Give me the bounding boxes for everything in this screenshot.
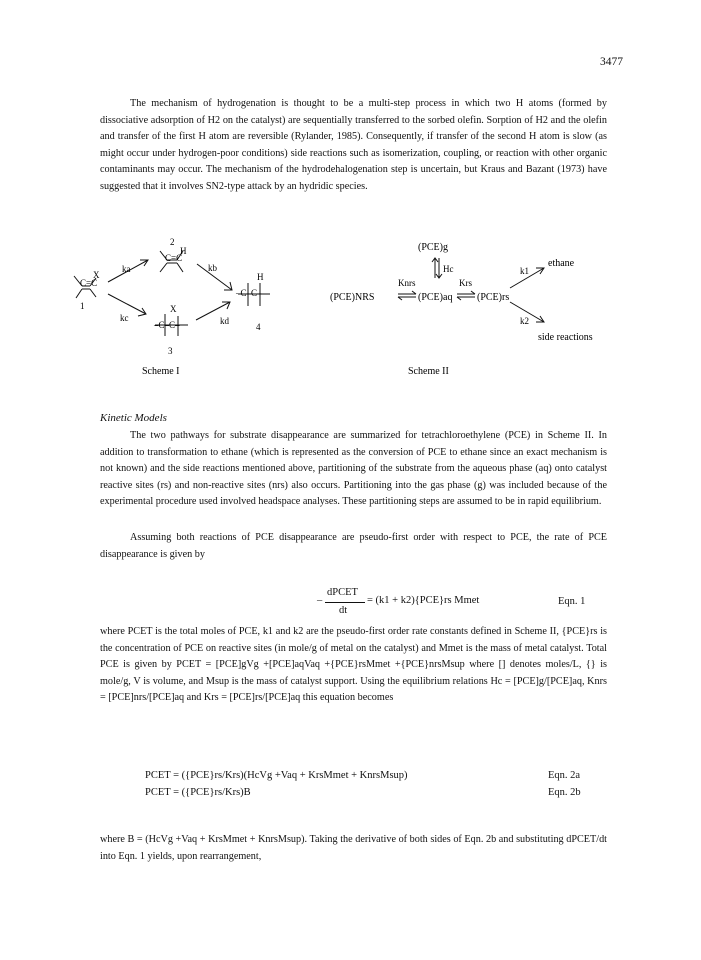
scheme1-kb-label: kb [208,263,217,273]
scheme1-h4-label: H [257,272,264,282]
scheme1-molecule4: –C–C– [236,288,262,298]
scheme1-x-label: X [93,270,100,280]
scheme1-x3-label: X [170,304,177,314]
paragraph-derivative: where B = (HcVg +Vaq + KrsMmet + KnrsMsup). Taking the derivative of both sides of Eqn. 2b and substituting dPCET/dt into Eqn. 1 yields, upon rearrangement, [100,834,607,862]
scheme2-side-reactions-label: side reactions [538,332,593,343]
eqn1-numerator: dPCET [327,587,358,598]
scheme2-caption: Scheme II [408,366,449,377]
scheme1-ka-label: ka [122,264,131,274]
scheme2-k2-label: k2 [520,316,529,326]
eqn2b-label: Eqn. 2b [548,787,581,798]
scheme1-label-1: 1 [80,301,85,311]
scheme1-h-label: H [180,246,187,256]
scheme2-pce-aq: (PCE)aq [418,292,453,303]
eqn1-label: Eqn. 1 [558,596,586,607]
scheme2-krs-label: Krs [459,278,472,288]
scheme2-pce-nrs: (PCE)NRS [330,292,375,303]
equation-2b: PCET = ({PCE}rs/Krs)B [145,787,251,798]
scheme2-pce-gas: (PCE)g [418,242,448,253]
scheme2-k1-label: k1 [520,266,529,276]
eqn1-rhs: = (k1 + k2){PCE}rs Mmet [367,595,480,606]
scheme1-label-4: 4 [256,322,261,332]
scheme2-pce-rs: (PCE)rs [477,292,510,303]
scheme1-molecule1-c: C=C [80,278,98,288]
scheme2-hc-label: Hc [443,264,454,274]
eqn1-fraction-bar [325,602,365,603]
paragraph-definitions: where PCET is the total moles of PCE, k1 and k2 are the pseudo-first order rate constants defined in Scheme II, {PCE}rs is the concentration of PCE on reactive sites (in mole/g of metal on the catalyst) and Mmet is the mass of metal catalyst. Total PCE is given by PCET = [PCE]gVg +[PCE]aqVaq +{PCE}rsMmet +{PCE}nrsMsup where [] denotes moles/L, {} is mole/g, V is volume, and Msup is the mass of catalyst support. Using the equilibrium relations Hc = [PCE]g/[PCE]aq, Knrs = [PCE]nrs/[PCE]aq and Krs = [PCE]rs/[PCE]aq this equation becomes [100,626,607,704]
scheme-1-diagram [60,236,310,386]
page-number: 3477 [600,56,623,68]
eqn1-denominator: dt [339,605,348,616]
scheme1-kd-label: kd [220,316,229,326]
section-header-kinetic-models: Kinetic Models [100,412,167,424]
eqn2a-label: Eqn. 2a [548,770,581,781]
scheme2-ethane-label: ethane [548,258,575,269]
scheme1-label-2: 2 [170,237,175,247]
scheme-2-diagram [320,236,620,386]
scheme1-label-3: 3 [168,346,173,356]
scheme1-molecule2-c: C=C [165,253,183,263]
paragraph-pathways: The two pathways for substrate disappearance are summarized for tetrachloroethylene (PCE) in Scheme II. In addition to transformation to ethane (which is represented as the conversion of PCE to ethane since an exact mechanism is not known) and the side reactions mentioned above, partitioning of the substrate from the aqueous phase (aq) onto catalyst reactive sites (rs) and non-reactive sites (nrs) also occurs. Partitioning into the gas phase (g) was included because of the experimental procedure used involved headspace analyses. These partitioning steps are assumed to be in rapid equilibrium. [100,430,607,508]
scheme1-molecule3: –C–C– [154,320,180,330]
scheme2-knrs-label: Knrs [398,278,416,288]
paragraph-hydrogenation-mechanism: The mechanism of hydrogenation is thought to be a multi-step process in which two H atoms (formed by dissociative adsorption of H2 on the catalyst) are sequentially transferred to the sorbed olefin. Sorption of H2 and the olefin and transfer of the first H atom are reversible (Rylander, 1985). Consequently, if transfer of the second H atom is slow (as might occur under hydrogen-poor conditions) side reactions such as isomerization, coupling, or reaction with other organic contaminants may occur. The mechanism of the hydrodehalogenation step is uncertain, but Kraus and Bazant (1973) have suggested that it involves SN2-type attack by an hydridic species. [100,98,607,192]
paragraph-pseudo-first-order: Assuming both reactions of PCE disappearance are pseudo-first order with respect to PCE, the rate of PCE disappearance is given by [100,532,607,560]
scheme1-caption: Scheme I [142,366,180,377]
eqn1-minus: – [317,595,323,606]
equation-2a: PCET = ({PCE}rs/Krs)(HcVg +Vaq + KrsMmet + KnrsMsup) [145,770,408,781]
scheme1-kc-label: kc [120,313,129,323]
